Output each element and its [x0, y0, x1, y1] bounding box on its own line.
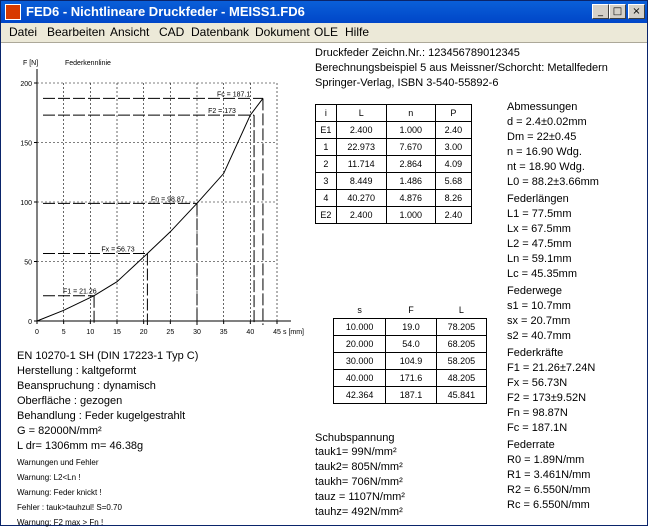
coil-table	[315, 104, 472, 224]
menu-bearbeiten[interactable]: Bearbeiten	[47, 25, 106, 39]
table-cell: 78.205	[436, 319, 486, 336]
warning-line: Warnung: Feder knickt !	[17, 488, 102, 497]
table-cell: 30.000	[334, 353, 386, 370]
menu-datenbank[interactable]: Datenbank	[191, 25, 250, 39]
coil-table-header: L	[336, 105, 386, 122]
x-tick-label: 35	[219, 329, 228, 336]
table-cell: 2	[316, 156, 337, 173]
table-cell: 54.0	[386, 336, 436, 353]
table-cell: 58.205	[436, 353, 486, 370]
menu-cad[interactable]: CAD	[159, 25, 185, 39]
menu-datei[interactable]: Datei	[9, 25, 38, 39]
x-tick-label: 20	[139, 329, 148, 336]
material-line: EN 10270-1 SH (DIN 17223-1 Typ C)	[17, 350, 199, 362]
x-tick-label: 0	[35, 329, 39, 336]
table-cell: 187.1	[386, 387, 436, 404]
material-line: L dr= 1306mm m= 46.38g	[17, 440, 144, 452]
schub-title: Schubspannung	[315, 432, 395, 444]
warning-line: Warnung: L2<Ln !	[17, 473, 81, 482]
abmessungen-value: Dm = 22±0.45	[507, 131, 577, 143]
table-cell: 42.364	[334, 387, 386, 404]
force-marker-label: F2 = 173	[208, 108, 236, 116]
material-line: Beanspruchung : dynamisch	[17, 380, 156, 392]
abmessungen-value: d = 2.4±0.02mm	[507, 116, 587, 128]
table-cell: 19.0	[386, 319, 436, 336]
federkraefte-title: Federkräfte	[507, 347, 564, 359]
coil-table-header: P	[435, 105, 471, 122]
force-table	[333, 302, 487, 404]
table-cell: 10.000	[334, 319, 386, 336]
table-cell: 1	[316, 139, 337, 156]
table-row	[334, 387, 487, 404]
schub-value: tauhz= 492N/mm²	[315, 506, 403, 518]
federlaengen-value: Ln = 59.1mm	[507, 253, 572, 265]
header-line-1: Druckfeder Zeichn.Nr.: 123456789012345	[315, 47, 520, 59]
y-tick-label: 200	[20, 81, 32, 88]
table-row	[316, 139, 472, 156]
y-tick-label: 0	[28, 319, 32, 326]
material-line: Behandlung : Feder kugelgestrahlt	[17, 410, 186, 422]
x-tick-label: 30	[193, 329, 201, 336]
federlaengen-value: L1 = 77.5mm	[507, 208, 572, 220]
federrate-value: R1 = 3.461N/mm	[507, 469, 591, 481]
table-cell: 2.40	[435, 207, 471, 224]
document-area	[1, 43, 647, 525]
table-cell: 22.973	[336, 139, 386, 156]
spring-curve	[37, 98, 263, 321]
table-cell: 40.270	[336, 190, 386, 207]
x-tick-label: 10	[86, 329, 95, 336]
force-table-header: F	[386, 302, 436, 319]
force-table-header: L	[436, 302, 486, 319]
x-tick-label: 15	[113, 329, 121, 336]
schub-value: tauk1= 99N/mm²	[315, 446, 397, 458]
table-row	[316, 156, 472, 173]
maximize-button[interactable]: □	[609, 4, 626, 19]
force-table-header: s	[334, 302, 386, 319]
y-axis-label: F [N]	[23, 60, 39, 67]
table-cell: 104.9	[386, 353, 436, 370]
federlaengen-value: Lc = 45.35mm	[507, 268, 578, 280]
table-row	[334, 319, 487, 336]
chart-title: Federkennlinie	[65, 60, 111, 67]
close-button[interactable]: ×	[628, 4, 645, 19]
table-cell: 3	[316, 173, 337, 190]
warning-line: Fehler : tauk>tauhzul! S=0.70	[17, 503, 122, 512]
table-cell: 2.400	[336, 207, 386, 224]
x-tick-label: 45	[273, 329, 281, 336]
table-row	[316, 122, 472, 139]
federkraefte-value: Fn = 98.87N	[507, 407, 568, 419]
table-cell: 1.000	[386, 122, 435, 139]
table-row	[316, 190, 472, 207]
abmessungen-value: L0 = 88.2±3.66mm	[507, 176, 599, 188]
federkraefte-value: Fc = 187.1N	[507, 422, 568, 434]
header-line-2: Berechnungsbeispiel 5 aus Meissner/Schorcht: Metallfedern	[315, 62, 608, 74]
title-bar[interactable]	[1, 1, 647, 23]
warning-line: Warnung: F2 max > Fn !	[17, 518, 104, 527]
table-row	[316, 207, 472, 224]
table-cell: 4.876	[386, 190, 435, 207]
material-line: Oberfläche : gezogen	[17, 395, 123, 407]
table-cell: 5.68	[435, 173, 471, 190]
federwege-title: Federwege	[507, 285, 563, 297]
app-icon[interactable]	[5, 4, 21, 20]
x-tick-label: 40	[246, 329, 255, 336]
federwege-value: s1 = 10.7mm	[507, 300, 571, 312]
table-cell: 68.205	[436, 336, 486, 353]
federrate-title: Federrate	[507, 439, 555, 451]
x-tick-label: 5	[61, 329, 66, 336]
table-row	[334, 336, 487, 353]
federkraefte-value: F1 = 21.26±7.24N	[507, 362, 596, 374]
table-cell: 11.714	[336, 156, 386, 173]
x-axis-label: s [mm]	[283, 329, 304, 336]
warnings-title: Warnungen und Fehler	[17, 458, 99, 467]
y-tick-label: 150	[20, 140, 32, 148]
abmessungen-value: nt = 18.90 Wdg.	[507, 161, 585, 173]
force-marker-label: Fx = 56.73	[101, 246, 135, 254]
menu-ole[interactable]: OLE	[314, 25, 339, 39]
menu-dokument[interactable]: Dokument	[255, 25, 310, 39]
coil-table-header: i	[316, 105, 337, 122]
table-row	[334, 370, 487, 387]
material-line: Herstellung : kaltgeformt	[17, 365, 137, 377]
menu-ansicht[interactable]: Ansicht	[110, 25, 150, 39]
table-cell: E2	[316, 207, 337, 224]
table-cell: 1.000	[386, 207, 435, 224]
material-line: G = 82000N/mm²	[17, 425, 102, 437]
table-cell: 2.40	[435, 122, 471, 139]
federlaengen-value: L2 = 47.5mm	[507, 238, 572, 250]
menu-bar	[1, 23, 647, 43]
federkraefte-value: F2 = 173±9.52N	[507, 392, 587, 404]
schub-value: tauk2= 805N/mm²	[315, 461, 403, 473]
table-cell: 1.486	[386, 173, 435, 190]
federwege-value: sx = 20.7mm	[507, 315, 571, 327]
schub-value: tauz = 1107N/mm²	[315, 491, 405, 503]
table-cell: 7.670	[386, 139, 435, 156]
menu-hilfe[interactable]: Hilfe	[345, 25, 370, 39]
x-tick-label: 25	[166, 329, 175, 336]
y-tick-label: 50	[24, 259, 32, 267]
abmessungen-value: n = 16.90 Wdg.	[507, 146, 582, 158]
table-cell: 2.864	[386, 156, 435, 173]
table-cell: 40.000	[334, 370, 386, 387]
federwege-value: s2 = 40.7mm	[507, 330, 571, 342]
abmessungen-title: Abmessungen	[507, 101, 578, 113]
schub-value: taukh= 706N/mm²	[315, 476, 403, 488]
force-marker-label: F1 = 21.26	[63, 288, 97, 296]
header-line-3: Springer-Verlag, ISBN 3-540-55892-6	[315, 77, 499, 89]
window-title: FED6 - Nichtlineare Druckfeder - MEISS1.FD6	[26, 4, 305, 19]
table-cell: 48.205	[436, 370, 486, 387]
coil-table-header: n	[386, 105, 435, 122]
force-marker-label: Fn = 98.87	[151, 196, 185, 204]
table-row	[316, 173, 472, 190]
federkraefte-value: Fx = 56.73N	[507, 377, 568, 389]
federrate-value: Rc = 6.550N/mm	[507, 499, 590, 511]
table-cell: 4.09	[435, 156, 471, 173]
force-marker-label: Fc = 187.1	[216, 91, 251, 99]
table-cell: 8.26	[435, 190, 471, 207]
table-cell: 2.400	[336, 122, 386, 139]
table-cell: 20.000	[334, 336, 386, 353]
federrate-value: R2 = 6.550N/mm	[507, 484, 591, 496]
minimize-button[interactable]: _	[592, 4, 609, 19]
table-row	[334, 353, 487, 370]
federlaengen-value: Lx = 67.5mm	[507, 223, 571, 235]
table-cell: 4	[316, 190, 337, 207]
table-cell: 8.449	[336, 173, 386, 190]
federrate-value: R0 = 1.89N/mm	[507, 454, 585, 466]
table-cell: 45.841	[436, 387, 486, 404]
federkennlinie-chart	[7, 57, 307, 336]
table-cell: E1	[316, 122, 337, 139]
federlaengen-title: Federlängen	[507, 193, 569, 205]
y-tick-label: 100	[20, 200, 32, 207]
table-cell: 3.00	[435, 139, 471, 156]
table-cell: 171.6	[386, 370, 436, 387]
